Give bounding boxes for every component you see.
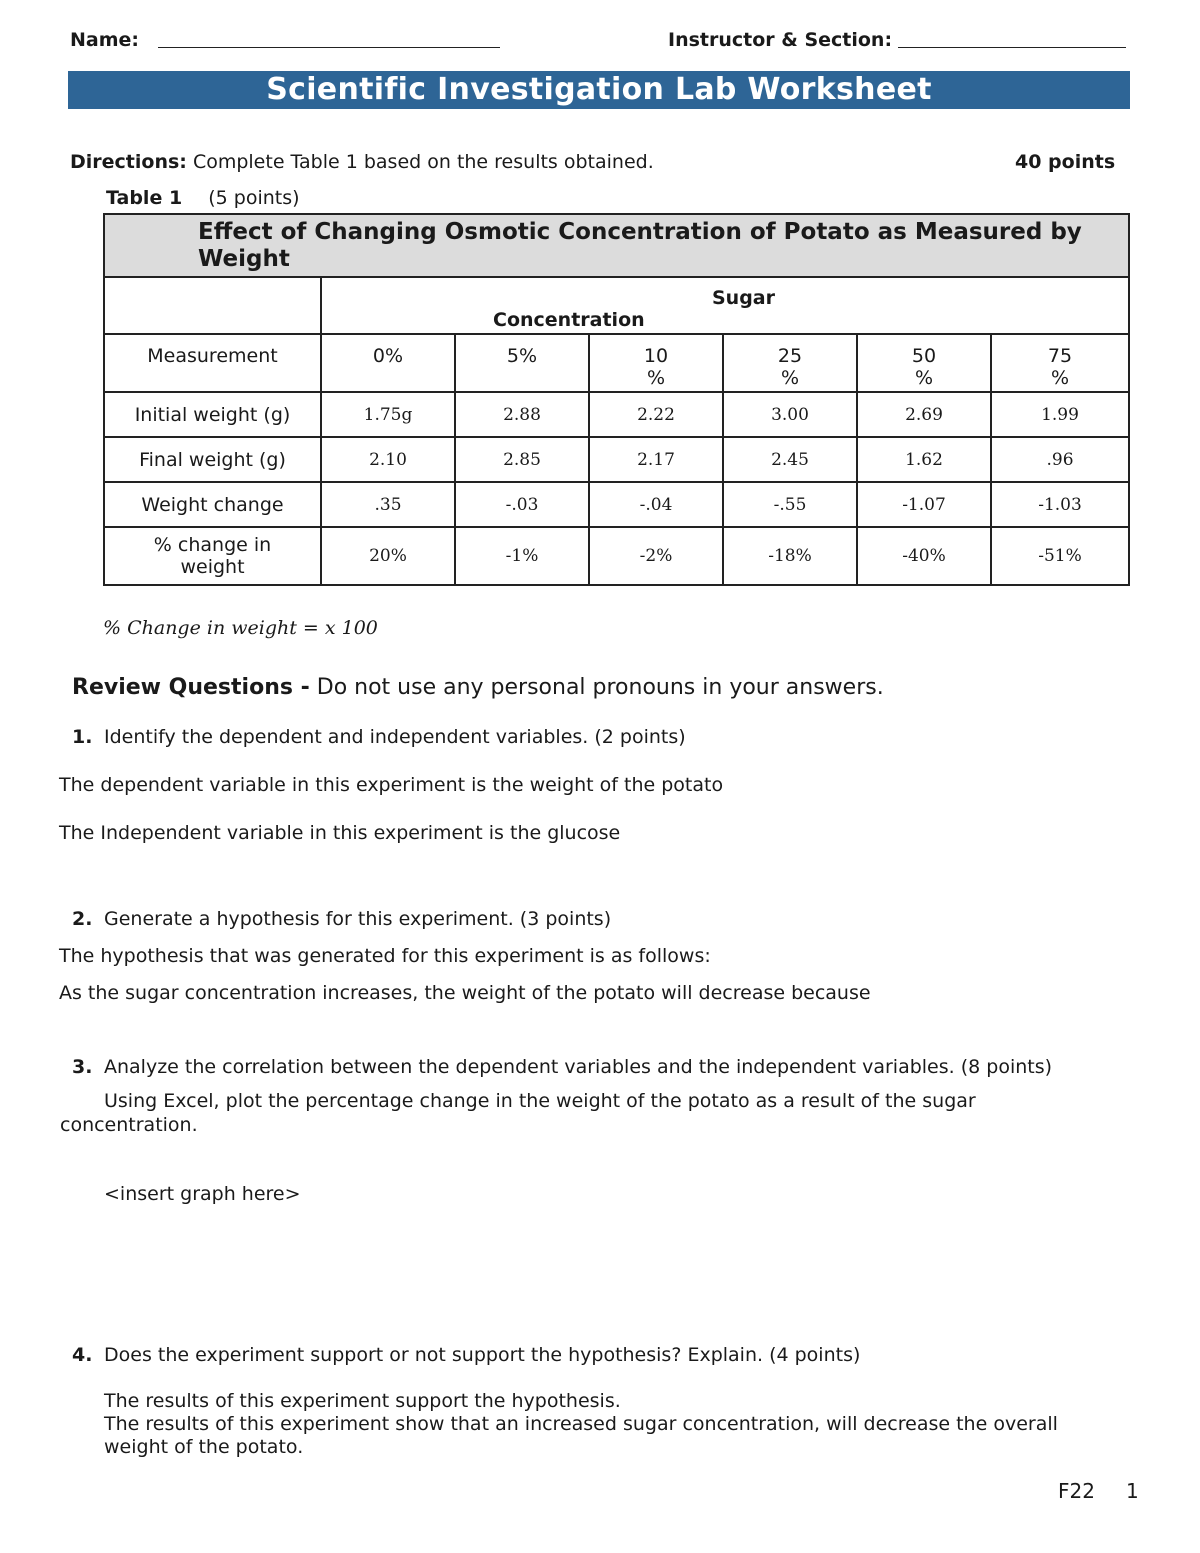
column-header bbox=[321, 334, 455, 392]
question-number: 3. bbox=[72, 1056, 93, 1078]
table-cell[interactable]: -1% bbox=[455, 527, 589, 585]
column-header-bottom: % bbox=[914, 367, 934, 389]
column-header-bottom: % bbox=[646, 367, 666, 389]
question-text: Does the experiment support or not support the hypothesis? Explain. (4 points) bbox=[104, 1344, 861, 1366]
directions-label: Directions: bbox=[70, 151, 187, 173]
instructor-label: Instructor & Section: bbox=[668, 29, 893, 51]
column-header bbox=[857, 334, 991, 392]
question-1 bbox=[72, 726, 686, 748]
answer-line[interactable]: The dependent variable in this experiment is the weight of the potato bbox=[59, 774, 724, 796]
column-header-bottom: % bbox=[780, 367, 800, 389]
percent-change-formula: % Change in weight = x 100 bbox=[103, 617, 378, 639]
table-heading: Effect of Changing Osmotic Concentration of Potato as Measured by Weight bbox=[104, 214, 1129, 277]
column-header-top: 10 bbox=[643, 345, 669, 367]
directions-text: Complete Table 1 based on the results obtained. bbox=[192, 151, 654, 173]
footer-code: F22 bbox=[1058, 1479, 1095, 1503]
column-header-top: 25 bbox=[777, 345, 803, 367]
table-cell[interactable]: 2.69 bbox=[857, 392, 991, 437]
question-text: Analyze the correlation between the dependent variables and the independent variables. (8 points) bbox=[104, 1056, 1053, 1078]
instructor-field[interactable] bbox=[898, 47, 1126, 48]
table-cell[interactable]: -18% bbox=[723, 527, 857, 585]
table-row bbox=[104, 482, 1129, 527]
sugar-label: Sugar bbox=[712, 287, 776, 309]
table-cell[interactable]: -.55 bbox=[723, 482, 857, 527]
question-3 bbox=[72, 1056, 1052, 1078]
review-heading bbox=[72, 675, 884, 700]
answer-line[interactable]: As the sugar concentration increases, the weight of the potato will decrease because bbox=[59, 982, 871, 1004]
row-label: Weight change bbox=[104, 482, 321, 527]
table-cell[interactable]: -.04 bbox=[589, 482, 723, 527]
column-header-top: 75 bbox=[1047, 345, 1073, 367]
sugar-concentration-header bbox=[321, 277, 1129, 334]
column-header bbox=[589, 334, 723, 392]
table-cell[interactable]: -40% bbox=[857, 527, 991, 585]
table-cell[interactable]: -1.03 bbox=[991, 482, 1129, 527]
question-3-instruction-cont: concentration. bbox=[60, 1114, 198, 1136]
table-row bbox=[104, 437, 1129, 482]
table-cell[interactable]: 2.88 bbox=[455, 392, 589, 437]
answer-line[interactable]: The results of this experiment show that an increased sugar concentration, will decrease the overall bbox=[104, 1413, 1058, 1435]
question-4 bbox=[72, 1344, 860, 1366]
table-caption bbox=[106, 187, 300, 209]
table-cell[interactable]: 1.62 bbox=[857, 437, 991, 482]
table-cell[interactable]: -2% bbox=[589, 527, 723, 585]
table-cell[interactable]: 2.85 bbox=[455, 437, 589, 482]
column-header bbox=[455, 334, 589, 392]
row-label bbox=[104, 527, 321, 585]
column-header-bottom: % bbox=[1050, 367, 1070, 389]
empty-cell bbox=[104, 277, 321, 334]
question-3-instruction: Using Excel, plot the percentage change in the weight of the potato as a result of the sugar bbox=[104, 1090, 976, 1112]
table-cell[interactable]: 3.00 bbox=[723, 392, 857, 437]
table-row bbox=[104, 527, 1129, 585]
question-number: 1. bbox=[72, 726, 93, 748]
results-table bbox=[103, 213, 1130, 586]
name-field[interactable] bbox=[158, 47, 500, 48]
column-header-top: 5% bbox=[506, 345, 538, 367]
total-points: 40 points bbox=[1015, 151, 1116, 173]
review-heading-note: Do not use any personal pronouns in your answers. bbox=[316, 675, 884, 700]
column-header-top: 50 bbox=[911, 345, 937, 367]
table-cell[interactable]: -1.07 bbox=[857, 482, 991, 527]
directions bbox=[70, 151, 654, 173]
table-row bbox=[104, 392, 1129, 437]
graph-placeholder[interactable]: <insert graph here> bbox=[104, 1183, 301, 1205]
question-2 bbox=[72, 908, 611, 930]
question-text: Identify the dependent and independent variables. (2 points) bbox=[104, 726, 686, 748]
worksheet-title: Scientific Investigation Lab Worksheet bbox=[68, 71, 1130, 109]
table-cell[interactable]: .96 bbox=[991, 437, 1129, 482]
answer-line[interactable]: The results of this experiment support the hypothesis. bbox=[104, 1390, 621, 1412]
table-cell[interactable]: 2.22 bbox=[589, 392, 723, 437]
question-text: Generate a hypothesis for this experiment. (3 points) bbox=[104, 908, 612, 930]
review-heading-label: Review Questions - bbox=[72, 675, 310, 700]
row-label: Final weight (g) bbox=[104, 437, 321, 482]
question-number: 4. bbox=[72, 1344, 93, 1366]
name-label: Name: bbox=[70, 29, 140, 51]
table-cell[interactable]: -.03 bbox=[455, 482, 589, 527]
column-header bbox=[991, 334, 1129, 392]
table-cell[interactable]: .35 bbox=[321, 482, 455, 527]
table-cell[interactable]: 1.75g bbox=[321, 392, 455, 437]
row-label: Initial weight (g) bbox=[104, 392, 321, 437]
table-cell[interactable]: 1.99 bbox=[991, 392, 1129, 437]
answer-line[interactable]: The hypothesis that was generated for this experiment is as follows: bbox=[59, 945, 711, 967]
column-header-top: 0% bbox=[372, 345, 404, 367]
table-caption-label: Table 1 bbox=[106, 187, 183, 209]
answer-line[interactable]: weight of the potato. bbox=[104, 1436, 304, 1458]
column-header bbox=[723, 334, 857, 392]
table-caption-points: (5 points) bbox=[208, 187, 300, 209]
row-label-line: % change in bbox=[153, 534, 272, 556]
answer-line[interactable]: The Independent variable in this experiment is the glucose bbox=[59, 822, 621, 844]
row-label-line: weight bbox=[180, 556, 245, 578]
page-number: 1 bbox=[1126, 1479, 1139, 1503]
table-cell[interactable]: 20% bbox=[321, 527, 455, 585]
concentration-label: Concentration bbox=[493, 309, 645, 331]
measurement-header: Measurement bbox=[104, 334, 321, 392]
question-number: 2. bbox=[72, 908, 93, 930]
table-cell[interactable]: -51% bbox=[991, 527, 1129, 585]
table-cell[interactable]: 2.10 bbox=[321, 437, 455, 482]
table-cell[interactable]: 2.45 bbox=[723, 437, 857, 482]
table-cell[interactable]: 2.17 bbox=[589, 437, 723, 482]
